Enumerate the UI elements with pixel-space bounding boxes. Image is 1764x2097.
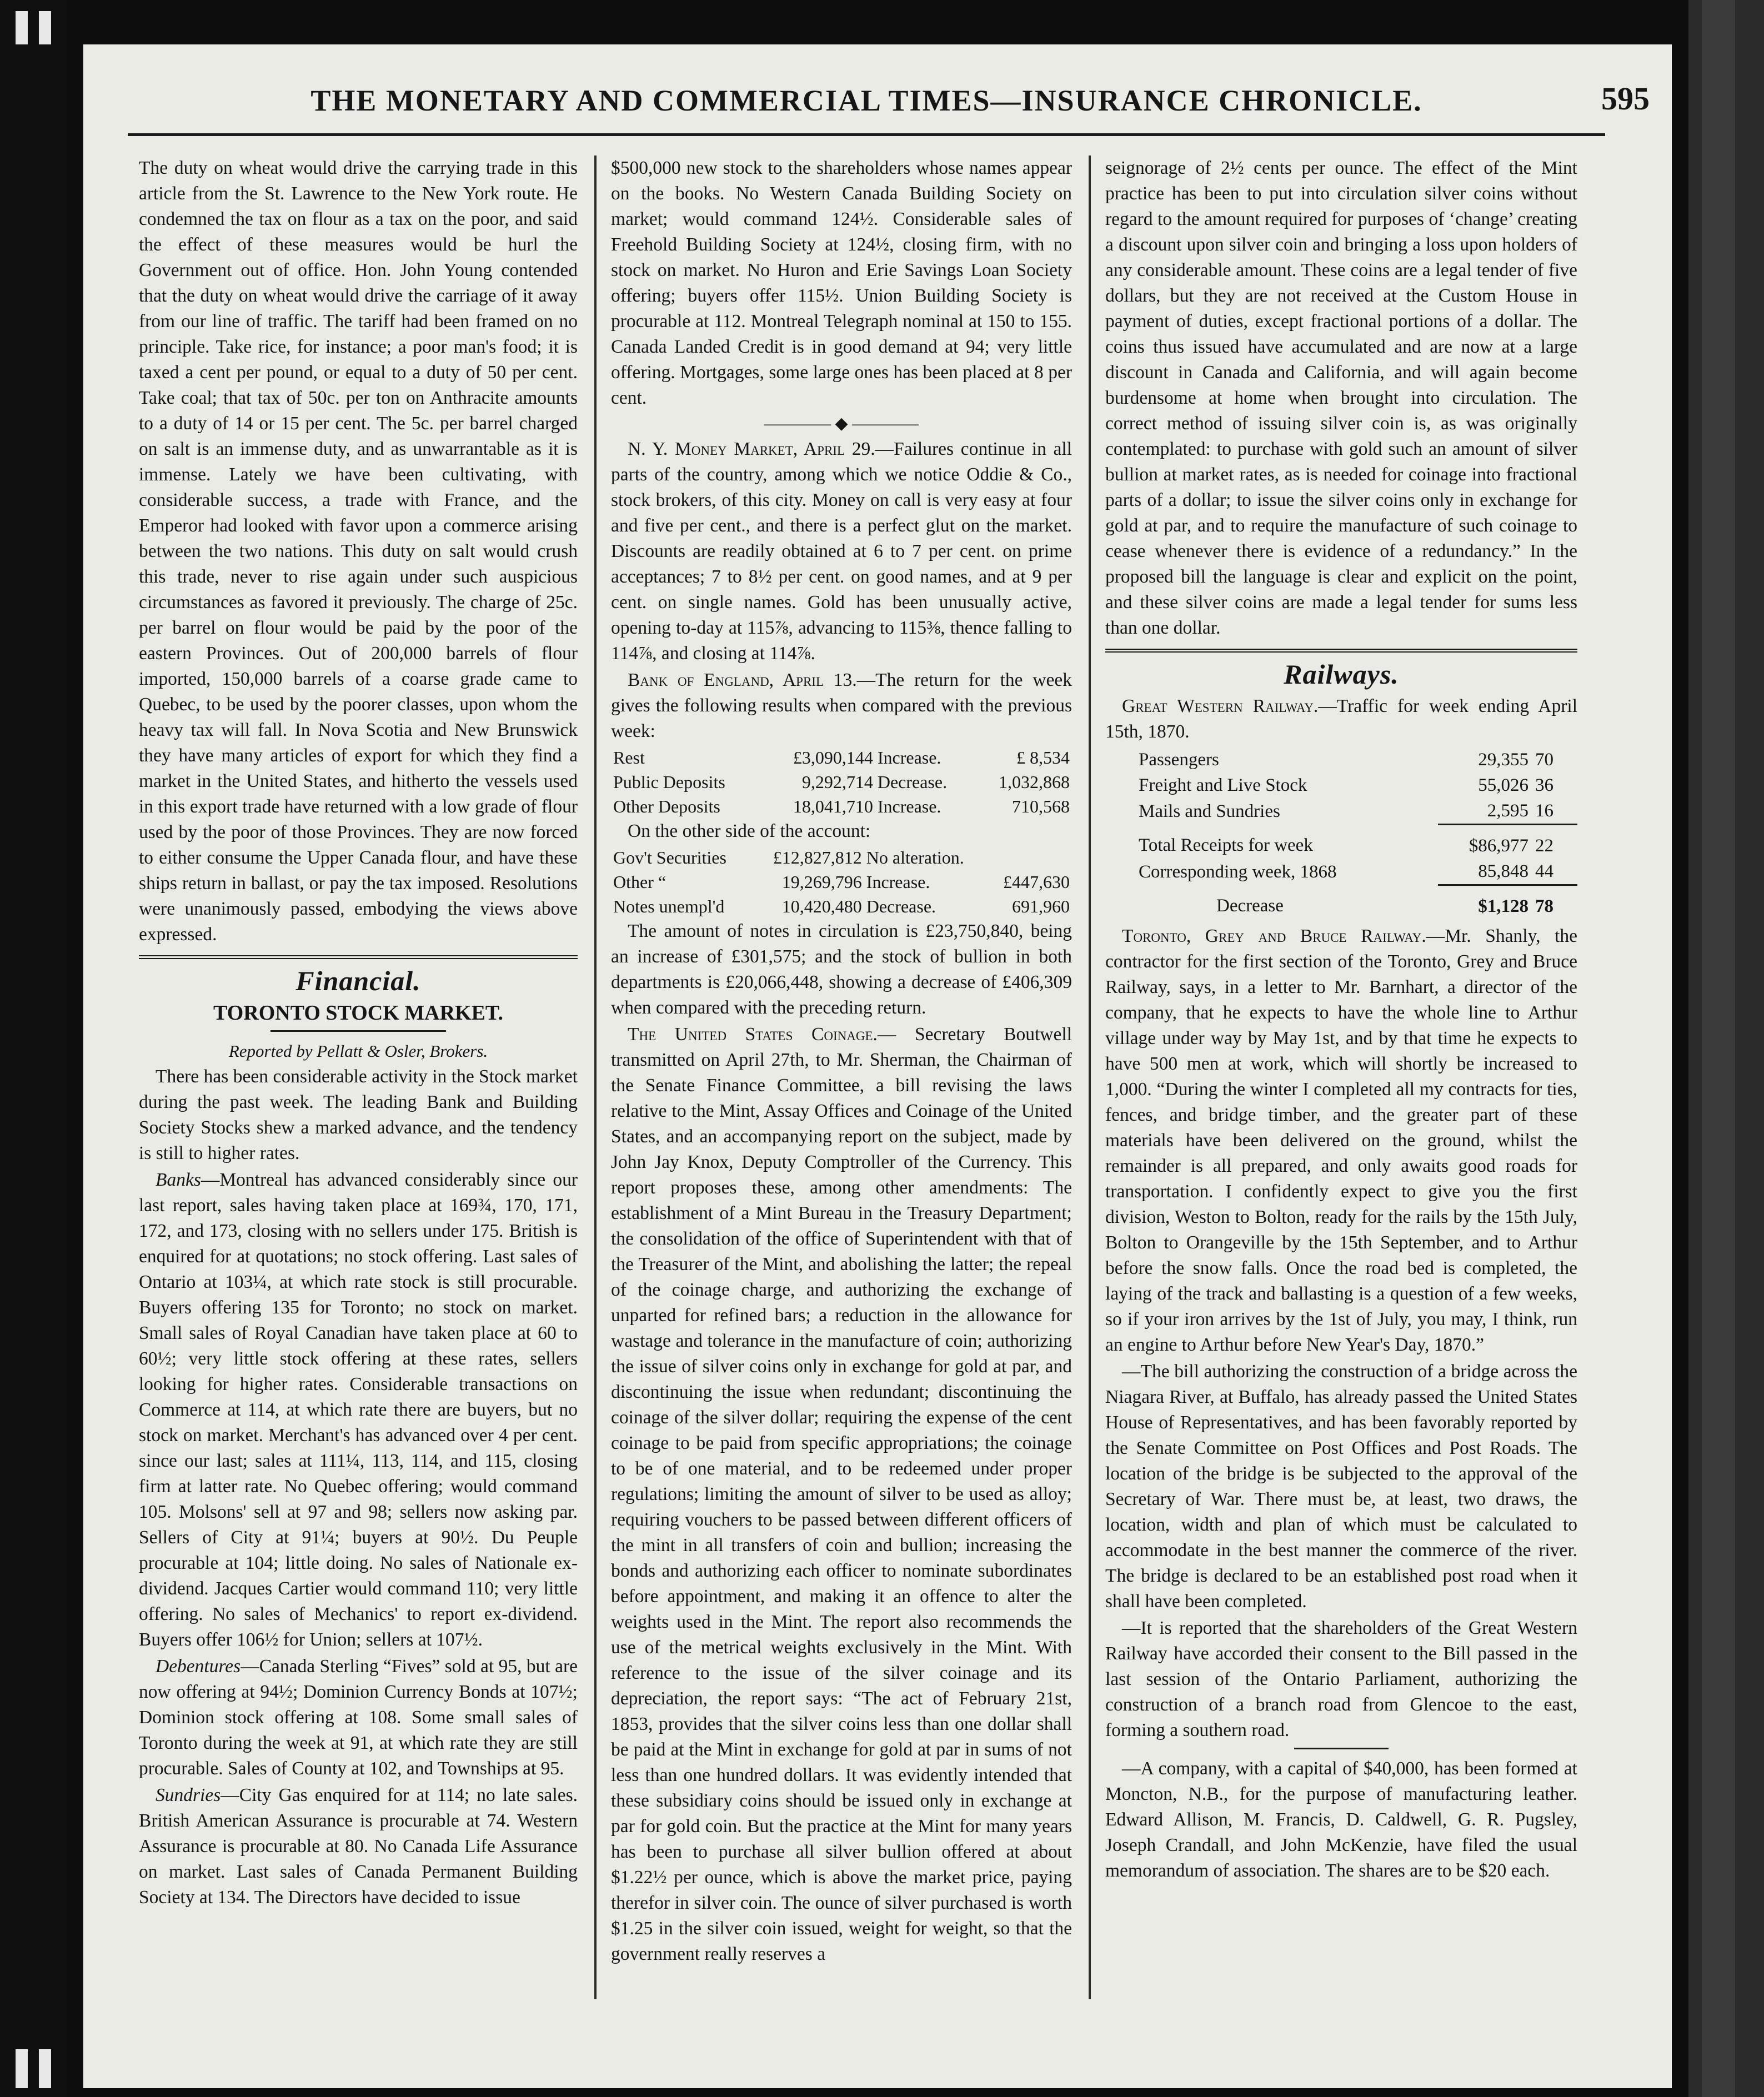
row-value: £3,090,144	[793, 748, 873, 767]
row-value: 9,292,714	[801, 772, 873, 792]
paragraph: The amount of notes in circulation is £23,750,840, being an increase of £301,575; and the stock of bullion in both departments is £20,066,448, showing a decrease of £406,309 when compared with the preceding return.	[611, 921, 1072, 1018]
paragraph-great-western	[1105, 694, 1577, 745]
gw-text: —Traffic for week ending April 15th, 1870.	[1105, 696, 1577, 742]
decrease-dollars: $1,128	[1438, 885, 1532, 920]
total-cents: 22	[1532, 825, 1577, 859]
usc-text: — Secretary Boutwell transmitted on April 27th, to Mr. Sherman, the Chairman of the Senate Finance Committee, a bill revising the laws relative to the Mint, Assay Offices and Coinage of the United States, and an accompanying report on the subject, made by John Jay Knox, Deputy Comptroller of the Currency. This report proposes these, among other amendments: The establishment of a Mint Bureau in the Treasury Department; the consolidation of the office of Superintendent with that of the Treasurer of the Mint, and abolishing the latter; the repeal of the coinage charge, and authorizing the exchange of unparted for refined bars; a reduction in the allowance for wastage and tolerance in the manufacture of coin; authorizing the issue of silver coins only in exchange for gold at par, and discontinuing the issue when redundant; discontinuing the coinage of the silver dollar; requiring the expense of the cent coinage to be paid from specific appropriations; the coinage to be of one material, and to be redeemed under proper regulations; limiting the amount of silver to be used as alloy; requiring vouchers to be passed between different officers of the mint in all transfers of coin and bullion; increasing the bonds and authorizing each officer to nominate subordinates before appointment, and making it an offence to alter the weights used in the Mint. The report also recommends the use of the metrical weights exclusively in the Mint. With reference to the issue of the silver coinage and its depreciation, the report says: “The act of February 21st, 1853, provides that the silver coins less than one dollar shall be paid at the Mint in exchange for gold at par in sums of not less than one hundred dollars. It was evidently intended that these subsidiary coins should be issued only in exchange at par for gold coin. But the practice at the Mint for many years has been to purchase all silver bullion offered at about $1.22½ per ounce, which is above the market price, paying therefor in silver coin. The ounce of silver purchased is worth $1.25 in the silver coin issued, weight for weight, so that the government really reserves a	[611, 1024, 1072, 1964]
paragraph-banks	[139, 1167, 578, 1653]
corr-cents: 44	[1535, 861, 1553, 881]
row-change: Decrease.	[877, 772, 948, 792]
row-amount: 1,032,868	[999, 772, 1070, 792]
row-dollars: 29,355	[1478, 750, 1529, 770]
table-row-decrease	[1105, 885, 1577, 920]
paragraph: The duty on wheat would drive the carrying trade in this article from the St. Lawrence to the New York route. He condemned the tax on flour as a tax on the poor, and said the effect of these measures would be hurl the Government out of office. Hon. John Young contended that the duty on wheat would drive the carriage of it away from our line of traffic. The tariff had been framed on no principle. Take rice, for instance; a poor man's food; it is taxed a cent per pound, or equal to a duty of 50 per cent. Take coal; that tax of 50c. per ton on Anthracite amounts to a duty of 14 or 15 per cent. The 5c. per barrel charged on salt is an immense duty, and as unwarrantable as it is immense. Lately we have been cultivating, with considerable success, a trade with France, and the Emperor had looked with favor upon a commerce arising between the two nations. This duty on salt would crush this trade, never to rise again under such auspicious circumstances as favored it previously. The charge of 25c. per barrel on flour would be paid by the poor of the eastern Provinces. Out of 200,000 barrels of flour imported, 150,000 barrels of a coarse grade came to Quebec, to be used by the poorer classes, upon whom the heavy tax will fall. In Nova Scotia and New Brunswick they have many articles of export for which they find a market in the United States, and hitherto the vessels used in this export trade have returned with a low grade of flour used by the poor of those Provinces. They are now forced to either consume the Upper Canada flour, and have these ships return in ballast, or pay the tax imposed. Resolutions were unanimously passed, embodying the views above expressed.	[139, 158, 578, 945]
paragraph-sundries	[139, 1783, 578, 1910]
usc-heading: The United States Coinage.	[628, 1024, 878, 1045]
table-row	[611, 794, 1072, 819]
row-cents: 36	[1535, 775, 1553, 795]
byline: Reported by Pellatt & Osler, Brokers.	[228, 1041, 488, 1061]
row-value: 18,041,710	[793, 796, 873, 816]
row-value: 19,269,796	[781, 872, 862, 892]
film-edge-left	[0, 0, 67, 2097]
row-label: Mails and Sundries	[1139, 801, 1280, 821]
traffic-table	[1105, 747, 1577, 919]
column-3	[1105, 155, 1577, 1885]
divider	[270, 1030, 446, 1032]
paragraph: $500,000 new stock to the shareholders whose names appear on the books. No Western Canada Building Society on market; would command 124½. Considerable sales of Freehold Building Society at 124½, closing firm, with no stock on market. No Huron and Erie Savings Loan Society offering; buyers offer 115½. Union Building Society is procurable at 112. Montreal Telegraph nominal at 150 to 155. Canada Landed Credit is in good demand at 94; very little offering. Mortgages, some large ones has been placed at 8 per cent.	[611, 158, 1072, 408]
row-value: £12,827,812	[773, 847, 862, 867]
row-change: Increase.	[877, 796, 941, 816]
boe-table	[611, 745, 1072, 819]
row-label: Freight and Live Stock	[1139, 775, 1307, 795]
table-row	[1105, 772, 1577, 798]
ny-heading: N. Y. Money Market, April 29.	[628, 439, 875, 459]
paragraph-debentures	[139, 1654, 578, 1782]
row-value: 10,420,480	[781, 896, 862, 916]
table-row-corresponding	[1105, 859, 1577, 885]
newspaper-page	[83, 44, 1672, 2088]
financial-heading: Financial.	[295, 965, 421, 996]
ornament-divider: ———— ◆ ————	[764, 414, 919, 433]
other-side-label: On the other side of the account:	[628, 821, 871, 841]
row-label: Public Deposits	[613, 772, 725, 792]
table-row	[611, 845, 1072, 870]
paragraph: —The bill authorizing the construction of a bridge across the Niagara River, at Buffalo, has already passed the United States House of Representatives, and has been favorably reported by the Senate Committee on Post Offices and Post Roads. The location of the bridge is be subjected to the approval of the Secretary of War. There must be, at least, two draws, the location, width and plan of which must be calculated to accommodate in the best manner the commerce of the river. The bridge is declared to be an established post road when it shall have been completed.	[1105, 1361, 1577, 1612]
table-row	[611, 894, 1072, 919]
page-header: THE MONETARY AND COMMERCIAL TIMES—INSURANCE CHRONICLE.	[128, 83, 1605, 136]
paragraph: There has been considerable activity in the Stock market during the past week. The leading Bank and Building Society Stocks shew a marked advance, and the tendency is still to higher rates.	[139, 1066, 578, 1163]
film-edge-strip	[1702, 0, 1735, 2097]
paragraph-tgb	[1105, 924, 1577, 1358]
corr-dollars: 85,848	[1478, 861, 1529, 881]
row-change: No alteration.	[866, 847, 964, 867]
column-2	[611, 155, 1072, 1968]
film-mark	[39, 2049, 51, 2088]
section-divider	[139, 955, 578, 959]
tgb-text: —Mr. Shanly, the contractor for the first section of the Toronto, Grey and Bruce Railway, says, in a letter to Mr. Barnhart, a director of the company, that he expects to have the whole line to Arthur village under way by May 1st, and by that time he expects to have 500 men at work, which will shortly be increased to 1,000. “During the winter I completed all my contracts for ties, fences, and bridge timber, and the greater part of these materials have been delivered on the ground, whilst the remainder is all prepared, and only awaits good roads for transportation. I confidently expect to give you the first division, Weston to Bolton, ready for the rails by the 15th July, Bolton to Orangeville by the 15th September, and to Arthur before the snow falls. Once the road bed is completed, the laying of the track and ballasting is a question of a few weeks, so if your iron arrives by the 1st of July, you may, I think, run an engine to Arthur before New Year's Day, 1870.”	[1105, 926, 1577, 1355]
row-amount: 710,568	[1012, 796, 1070, 816]
row-label: Gov't Securities	[613, 847, 726, 867]
section-divider	[1105, 649, 1577, 653]
row-cents: 70	[1535, 750, 1553, 770]
total-label: Total Receipts for week	[1139, 835, 1313, 856]
stock-market-title: TORONTO STOCK MARKET.	[213, 1001, 503, 1025]
boe-text: —The return for the week gives the following results when compared with the previous week:	[611, 670, 1072, 741]
table-row	[611, 745, 1072, 770]
film-mark	[16, 11, 28, 44]
banks-label: Banks	[156, 1170, 201, 1190]
decrease-label: Decrease	[1216, 896, 1284, 916]
table-row	[1105, 747, 1577, 772]
table-row	[611, 870, 1072, 894]
ny-text: —Failures continue in all parts of the country, among which we notice Oddie & Co., stock brokers, of this city. Money on call is very easy at four and five per cent., and there is a perfect glut on the market. Discounts are readily obtained at 6 to 7 per cent. on prime acceptances; 7 to 8½ per cent. on good names, and at 9 per cent. on single names. Gold has been unusually active, opening to-day at 115⅞, advancing to 115⅜, thence falling to 114⅞, and closing at 114⅞.	[611, 439, 1072, 664]
decrease-cents: 78	[1532, 885, 1577, 920]
paragraph: —It is reported that the shareholders of the Great Western Railway have accorded their consent to the Bill passed in the last session of the Ontario Parliament, authorizing the construction of a branch road from Glencoe to the east, forming a southern road.	[1105, 1618, 1577, 1740]
railways-heading: Railways.	[1284, 659, 1399, 690]
row-cents: 16	[1535, 801, 1553, 821]
paragraph: —A company, with a capital of $40,000, has been formed at Moncton, N.B., for the purpose of manufacturing leather. Edward Allison, M. Francis, D. Caldwell, G. R. Pugsley, Joseph Crandall, and John McKenzie, have filed the usual memorandum of association. The shares are to be $20 each.	[1105, 1758, 1577, 1881]
row-amount: 691,960	[1012, 896, 1070, 916]
boe-table-2	[611, 845, 1072, 919]
paragraph-bank-england	[611, 668, 1072, 744]
row-change: Increase.	[877, 748, 941, 767]
divider	[1294, 1748, 1389, 1749]
column-rule	[594, 155, 597, 1999]
tgb-heading: Toronto, Grey and Bruce Railway.	[1122, 926, 1426, 946]
row-label: Other Deposits	[613, 796, 720, 816]
column-rule	[1089, 155, 1091, 1999]
debentures-label: Debentures	[156, 1656, 241, 1677]
boe-heading: Bank of England, April 13.	[628, 670, 857, 690]
table-row	[611, 770, 1072, 794]
page-number: 595	[1601, 81, 1650, 117]
row-label: Rest	[613, 748, 645, 767]
table-row-total	[1105, 825, 1577, 859]
row-label: Passengers	[1139, 750, 1219, 770]
corr-label: Corresponding week, 1868	[1139, 861, 1337, 882]
banks-text: —Montreal has advanced considerably since our last report, sales having taken place at 169¾, 170, 171, 172, and 173, closing with no sellers under 175. British is enquired for at quotations; no stock offering. Last sales of Ontario at 103¼, at which rate stock is still procurable. Buyers offering 135 for Toronto; no stock on market. Small sales of Royal Canadian have taken place at 60 to 60½; very little stock offering at these rates, sellers looking for higher rates. Considerable transactions on Commerce at 114, at which rate there are buyers, but no stock on market. Merchant's has advanced over 4 per cent. since our last; sales at 111¼, 113, 114, and 115, closing firm at latter rate. No Quebec offering; would command 105. Molsons' sell at 97 and 98; sellers now asking par. Sellers of City at 91¼; buyers at 90½. Du Peuple procurable at 104; little doing. No sales of Nationale ex-dividend. Jacques Cartier would command 110; very little offering. No sales of Mechanics' to report ex-dividend. Buyers offer 106½ for Union; sellers at 107½.	[139, 1170, 578, 1650]
row-dollars: 2,595	[1487, 801, 1529, 821]
sundries-label: Sundries	[156, 1785, 221, 1805]
row-label: Notes unempl'd	[613, 896, 725, 916]
row-change: Increase.	[866, 872, 930, 892]
table-row	[1105, 798, 1577, 825]
sundries-text: —City Gas enquired for at 114; no late sales. British American Assurance is procurable at 74. Western Assurance is procurable at 80. No Canada Life Assurance on market. Last sales of Canada Permanent Building Society at 134. The Directors have decided to issue	[139, 1785, 578, 1908]
row-change: Decrease.	[866, 896, 936, 916]
film-mark	[39, 11, 51, 44]
row-dollars: 55,026	[1478, 775, 1529, 795]
gw-heading: Great Western Railway.	[1122, 696, 1319, 716]
row-amount	[986, 845, 1072, 870]
total-dollars: $86,977	[1438, 825, 1532, 859]
paragraph-us-coinage	[611, 1022, 1072, 1967]
row-label: Other “	[613, 872, 666, 892]
column-1	[139, 155, 578, 1912]
film-mark	[16, 2049, 28, 2088]
row-amount: £ 8,534	[1016, 748, 1070, 767]
paragraph: seignorage of 2½ cents per ounce. The effect of the Mint practice has been to put into circulation silver coins without regard to the amount required for purposes of ‘change’ creating a discount upon silver coin and bringing a loss upon holders of any considerable amount. These coins are a legal tender of five dollars, but they are not received at the Custom House in payment of duties, except fractional portions of a dollar. The coins thus issued have accumulated and are now at a large discount in Canada and California, and will again become burdensome at home when brought into circulation. The correct method of issuing silver coin is, as was originally contemplated: to purchase with gold such an amount of silver bullion at market rates, as is needed for coinage into fractional parts of a dollar; to issue the silver coins only in exchange for gold at par, and to require the manufacture of such coinage to cease whenever there is evidence of a redundancy.” In the proposed bill the language is clear and explicit on the point, and these silver coins are made a legal tender for sums less than one dollar.	[1105, 158, 1577, 638]
row-amount: £447,630	[1003, 872, 1070, 892]
paragraph-ny-money	[611, 437, 1072, 666]
debentures-text: —Canada Sterling “Fives” sold at 95, but are now offering at 94½; Dominion Currency Bonds at 107½; Dominion stock offering at 108. Some small sales of Toronto during the week at 91, at which rate they are still procurable. Sales of County at 102, and Townships at 95.	[139, 1656, 578, 1779]
